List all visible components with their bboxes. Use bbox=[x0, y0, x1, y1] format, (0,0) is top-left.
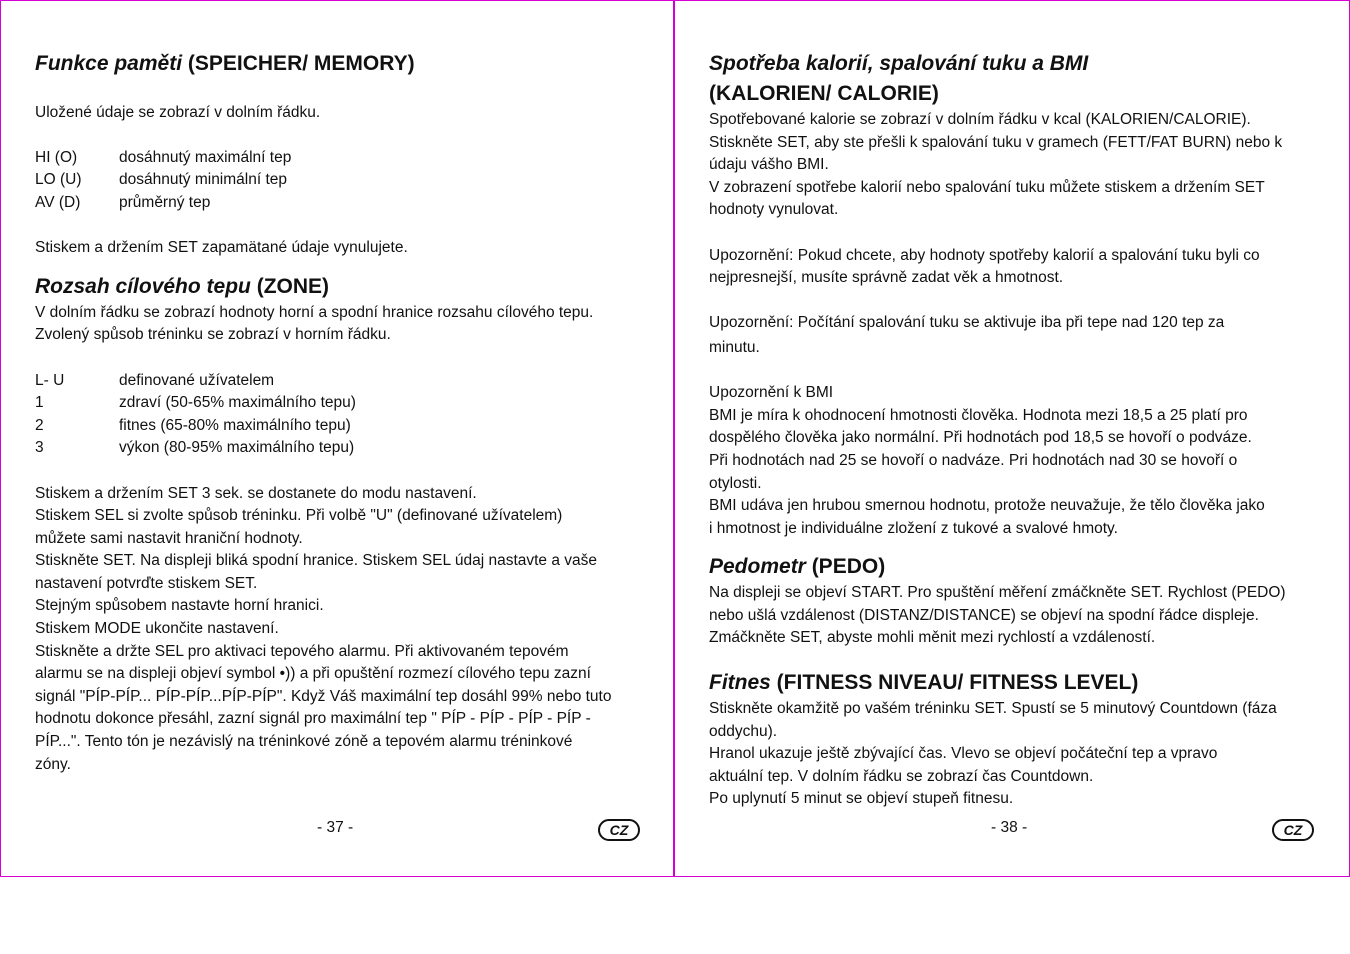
zone-heading: Rozsah cílového tepu (ZONE) bbox=[35, 274, 330, 298]
zone-line: Stiskem a držením SET 3 sek. se dostanete do modu nastavení. bbox=[35, 484, 477, 502]
memory-row: AV (D) průměrný tep bbox=[35, 193, 211, 211]
zone-line: zóny. bbox=[35, 755, 71, 773]
memory-row: HI (O) dosáhnutý maximální tep bbox=[35, 148, 292, 166]
bmi-line: dospělého člověka jako normální. Při hodnotách pod 18,5 se hovoří o podváze. bbox=[709, 429, 1252, 447]
left-content bbox=[35, 49, 643, 776]
bmi-line: otylosti. bbox=[709, 474, 762, 492]
calories-line: Stiskněte SET, aby ste přešli k spalování tuku v gramech (FETT/FAT BURN) nebo k bbox=[709, 133, 1283, 151]
fitness-line: oddychu). bbox=[709, 722, 778, 740]
fitness-line: aktuální tep. V dolním řádku se zobrazí čas Countdown. bbox=[709, 767, 1094, 785]
zone-line: signál "PÍP-PÍP... PÍP-PÍP...PÍP-PÍP". Když Váš maximální tep dosáhl 99% nebo tuto bbox=[35, 687, 612, 705]
zone-row: 2 fitnes (65-80% maximálního tepu) bbox=[35, 416, 351, 434]
bmi-line: Při hodnotách nad 25 se hovoří o nadváze. Pri hodnotách nad 30 se hovoří o bbox=[709, 451, 1238, 469]
zone-line: Stejným spůsobem nastavte horní hranici. bbox=[35, 597, 324, 615]
memory-outro: Stiskem a držením SET zapamätané údaje vynulujete. bbox=[35, 239, 408, 257]
memory-row: LO (U) dosáhnutý minimální tep bbox=[35, 171, 288, 189]
fitness-heading: Fitnes (FITNESS NIVEAU/ FITNESS LEVEL) bbox=[709, 671, 1139, 695]
bmi-line: BMI je míra k ohodnocení hmotnosti člověka. Hodnota mezi 18,5 a 25 platí pro bbox=[709, 406, 1248, 424]
page-left bbox=[0, 0, 674, 877]
language-badge: CZ bbox=[598, 819, 640, 841]
zone-line: hodnotu dokonce přesáhl, zazní signál pro maximální tep " PÍP - PÍP - PÍP - PÍP - bbox=[35, 710, 591, 728]
zone-line: V dolním řádku se zobrazí hodnoty horní a spodní hranice rozsahu cílového tepu. bbox=[35, 303, 594, 321]
zone-line: Stiskněte SET. Na displeji bliká spodní hranice. Stiskem SEL údaj nastavte a vaše bbox=[35, 552, 598, 570]
memory-list bbox=[35, 147, 643, 215]
bmi-title: Upozornění k BMI bbox=[709, 384, 834, 402]
zone-line: můžete sami nastavit hraniční hodnoty. bbox=[35, 529, 303, 547]
calories-line: V zobrazení spotřebe kalorií nebo spalování tuku můžete stiskem a držením SET bbox=[709, 178, 1265, 196]
fitness-line: Hranol ukazuje ještě zbývající čas. Vlevo se objeví počáteční tep a vpravo bbox=[709, 745, 1218, 763]
zone-line: Stiskem MODE ukončite nastavení. bbox=[35, 620, 279, 638]
language-badge: CZ bbox=[1272, 819, 1314, 841]
memory-heading: Funkce paměti (SPEICHER/ MEMORY) bbox=[35, 52, 415, 75]
pedo-line: nebo ušlá vzdálenost (DISTANZ/DISTANCE) se objeví na spodní řádce displeje. bbox=[709, 606, 1259, 624]
zone-line: nastavení potvrďte stiskem SET. bbox=[35, 574, 258, 592]
pedo-heading: Pedometr (PEDO) bbox=[709, 555, 886, 579]
note-1-cont: nejpresnejší, musíte správně zadat věk a hmotnost. bbox=[709, 269, 1064, 287]
page-right bbox=[674, 0, 1350, 877]
zone-line: PÍP...". Tento tón je nezávislý na tréninkové zóně a tepovém alarmu tréninkové bbox=[35, 733, 573, 751]
pedo-line: Na displeji se objeví START. Pro spuštění měření zmáčkněte SET. Rychlost (PEDO) bbox=[709, 584, 1286, 602]
page-number: - 38 - bbox=[991, 819, 1028, 836]
zone-list bbox=[35, 370, 643, 460]
zone-instructions bbox=[35, 483, 643, 777]
bmi-line: i hmotnost je individuálne zložení z tukové a svalové hmoty. bbox=[709, 519, 1118, 537]
calories-line: Spotřebované kalorie se zobrazí v dolním řádku v kcal (KALORIEN/CALORIE). bbox=[709, 111, 1251, 128]
note-2: Upozornění: Počítání spalování tuku se aktivuje iba při tepe nad 120 tep za bbox=[709, 314, 1225, 332]
pedo-line: Zmáčkněte SET, abyste mohli měnit mezi rychlostí a vzdáleností. bbox=[709, 629, 1156, 647]
memory-intro: Uložené údaje se zobrazí v dolním řádku. bbox=[35, 103, 321, 121]
calories-line: hodnoty vynulovat. bbox=[709, 201, 839, 219]
right-content bbox=[709, 49, 1319, 811]
calories-heading: Spotřeba kalorií, spalování tuku a BMI bbox=[709, 52, 1089, 75]
zone-row: 1 zdraví (50-65% maximálního tepu) bbox=[35, 394, 356, 412]
zone-line: Stiskněte a držte SEL pro aktivaci tepového alarmu. Při aktivovaném tepovém bbox=[35, 642, 569, 660]
fitness-line: Po uplynutí 5 minut se objeví stupeň fitnesu. bbox=[709, 790, 1014, 808]
bmi-line: BMI udáva jen hrubou smernou hodnotu, protože neuvažuje, že tělo člověka jako bbox=[709, 497, 1265, 515]
page-number: - 37 - bbox=[317, 819, 354, 836]
zone-row: 3 výkon (80-95% maximálního tepu) bbox=[35, 439, 355, 457]
calories-heading-line2: (KALORIEN/ CALORIE) bbox=[709, 82, 939, 105]
zone-line: alarmu se na displeji objeví symbol •)) a při opuštění rozmezí cílového tepu zazní bbox=[35, 665, 591, 683]
calories-line: údaju vášho BMI. bbox=[709, 156, 829, 174]
fitness-line: Stiskněte okamžitě po vašém tréninku SET. Spustí se 5 minutový Countdown (fáza bbox=[709, 700, 1277, 718]
zone-line: Stiskem SEL si zvolte spůsob tréninku. Při volbě "U" (definované užívatelem) bbox=[35, 507, 563, 525]
note-2-cont: minutu. bbox=[709, 338, 760, 356]
zone-row: L- U definované užívatelem bbox=[35, 371, 275, 389]
note-1: Upozornění: Pokud chcete, aby hodnoty spotřeby kalorií a spalování tuku byli co bbox=[709, 246, 1260, 264]
zone-line: Zvolený spůsob tréninku se zobrazí v horním řádku. bbox=[35, 326, 391, 344]
